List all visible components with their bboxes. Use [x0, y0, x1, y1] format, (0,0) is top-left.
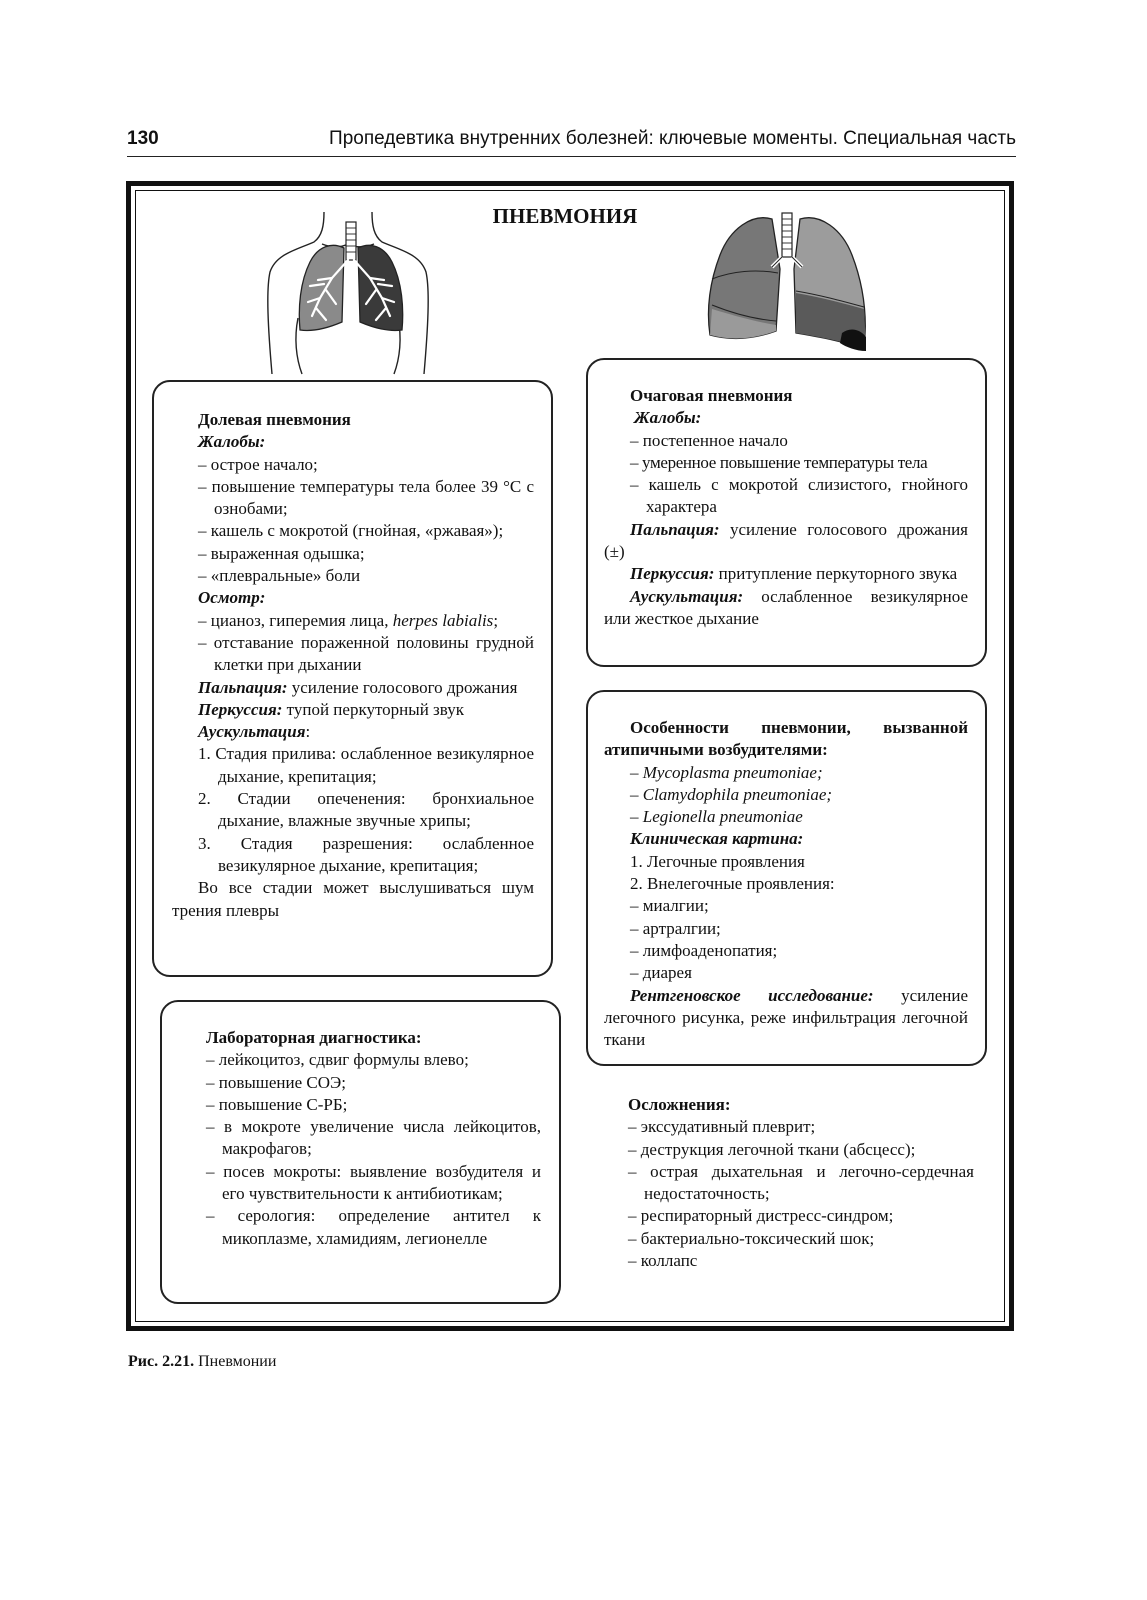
focal-complaint: – постепенное начало	[630, 430, 788, 450]
caption-text: Пневмонии	[194, 1353, 277, 1370]
atypical-clinical-item: 1. Легочные проявления	[630, 851, 805, 871]
lobar-complaint: – острое начало;	[198, 454, 318, 474]
complication-item: – бактериально-токсический шок;	[628, 1228, 875, 1248]
lab-heading: Лабораторная диагностика:	[206, 1028, 422, 1047]
lobar-complaint: – повышение температуры тела более 39 °С с ознобами;	[198, 476, 534, 519]
lab-item: – повышение СОЭ;	[206, 1072, 346, 1092]
torso-lungs-illustration	[262, 208, 442, 376]
running-title: Пропедевтика внутренних болезней: ключевые моменты. Специальная часть	[329, 128, 1016, 149]
right-lung-shape	[358, 245, 403, 330]
lab-item: – в мокроте увеличение числа лейкоцитов, макрофагов;	[206, 1117, 541, 1159]
lobar-percussion: Перкуссия: тупой перкуторный звук	[198, 699, 464, 719]
lobar-note: Во все стадии может выслушиваться шум трения плевры	[172, 878, 534, 920]
lab-item: – серология: определение антител к микоплазме, хламидиям, легионелле	[206, 1206, 541, 1248]
figure-title: ПНЕВМОНИЯ	[492, 204, 638, 228]
page-header	[127, 128, 1016, 157]
atypical-clinical-item: – диарея	[630, 963, 692, 983]
lobar-palpation: Пальпация: усиление голосового дрожания	[198, 677, 518, 697]
atypical-pathogen: – Clamydophila pneumoniae;	[630, 784, 833, 804]
focal-pneumonia-text	[604, 385, 968, 630]
atypical-pathogen: – Mycoplasma pneumoniae;	[630, 762, 823, 782]
caption-label: Рис. 2.21.	[128, 1353, 195, 1370]
focal-palpation: Пальпация: усиление голосового дрожания (±)	[604, 519, 968, 562]
lab-item: – повышение С-РБ;	[206, 1094, 348, 1114]
complication-item: – экссудативный плеврит;	[628, 1117, 816, 1137]
focal-complaints-label: Жалобы:	[634, 408, 702, 428]
lobar-complaints-label: Жалобы:	[198, 432, 266, 452]
lungs-consolidation-illustration	[702, 209, 874, 359]
lobar-auscultation: Аускультация:	[198, 722, 311, 742]
lobar-stage: 1. Стадия прилива: ослабленное везикулярное дыхание, крепитация;	[198, 744, 534, 786]
focal-heading: Очаговая пневмония	[630, 386, 793, 405]
atypical-clinical-item: – миалгии;	[630, 896, 709, 916]
focal-percussion: Перкуссия: притупление перкуторного звука	[630, 564, 958, 584]
atypical-heading: Особенности пневмонии, вызванной атипичными возбудителями:	[604, 718, 968, 760]
lobar-heading: Долевая пневмония	[198, 410, 351, 429]
atypical-xray: Рентгеновское исследование: усиление легочного рисунка, реже инфильтрация легочной ткани	[604, 985, 968, 1050]
complication-item: – респираторный дистресс-синдром;	[628, 1206, 894, 1226]
lab-item: – посев мокроты: выявление возбудителя и его чувствительности к антибиотикам;	[206, 1161, 541, 1204]
atypical-pathogen: – Legionella pneumoniae	[630, 807, 803, 827]
complications-text	[602, 1094, 974, 1272]
complication-item: – коллапс	[628, 1251, 698, 1271]
lobar-stage: 2. Стадии опеченения: бронхиальное дыхание, влажные звучные хрипы;	[198, 789, 534, 831]
lobar-exam-item: – цианоз, гиперемия лица, herpes labialis;	[198, 610, 499, 630]
lobar-exam-item: – отставание пораженной половины грудной клетки при дыхании	[198, 632, 534, 675]
focal-complaint: – кашель с мокротой слизистого, гнойного характера	[630, 475, 968, 517]
focal-complaint: – умеренное повышение температуры тела	[630, 452, 928, 472]
atypical-clinical-label: Клиническая картина:	[630, 829, 804, 849]
focal-auscultation: Аускультация: ослабленное везикулярное или жесткое дыхание	[604, 586, 968, 628]
left-lung-shape	[299, 245, 344, 330]
complication-item: – деструкция легочной ткани (абсцесс);	[628, 1139, 916, 1159]
lab-diagnostics-text	[180, 1027, 541, 1250]
lobar-stage: 3. Стадия разрешения: ослабленное везикулярное дыхание, крепитация;	[198, 833, 534, 875]
atypical-pneumonia-text	[604, 717, 968, 1051]
lobar-exam-label: Осмотр:	[198, 588, 266, 608]
lobar-complaint: – выраженная одышка;	[198, 543, 365, 563]
atypical-clinical-item: – лимфоаденопатия;	[630, 940, 778, 960]
atypical-clinical-item: 2. Внелегочные проявления:	[630, 874, 835, 894]
lab-item: – лейкоцитоз, сдвиг формулы влево;	[206, 1050, 469, 1070]
complications-heading: Осложнения:	[628, 1095, 731, 1114]
complication-item: – острая дыхательная и легочно-сердечная недостаточность;	[628, 1161, 974, 1204]
atypical-clinical-item: – артралгии;	[630, 918, 721, 938]
figure-caption	[128, 1353, 276, 1371]
lobar-pneumonia-text	[172, 409, 534, 922]
page-number: 130	[127, 128, 159, 149]
lobar-complaint: – кашель с мокротой (гнойная, «ржавая»);	[198, 521, 504, 541]
lobar-complaint: – «плевральные» боли	[198, 566, 361, 586]
